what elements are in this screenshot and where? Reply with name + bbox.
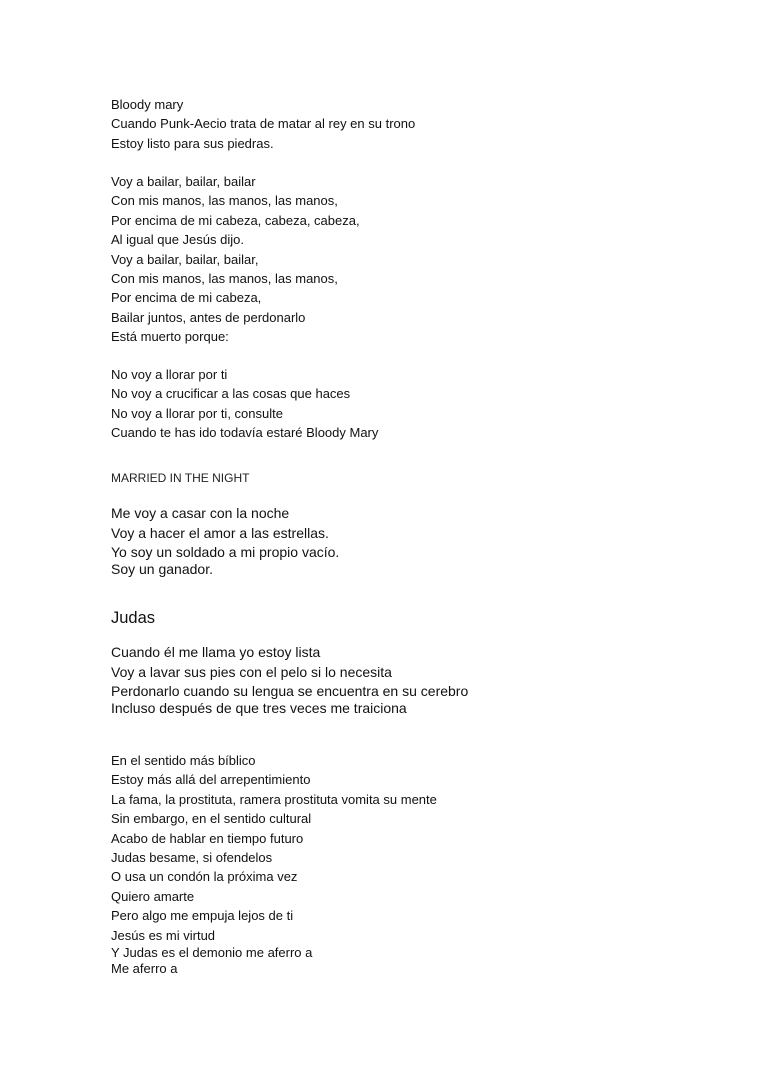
text-line: Está muerto porque: bbox=[111, 329, 229, 345]
text-line: Jesús es mi virtud bbox=[111, 927, 216, 943]
text-line: Con mis manos, las manos, las manos, bbox=[111, 193, 338, 209]
text-line: No voy a llorar por ti, consulte bbox=[111, 405, 283, 421]
text-line: Sin embargo, en el sentido cultural bbox=[111, 811, 312, 827]
text-line: Incluso después de que tres veces me traiciona bbox=[111, 699, 407, 716]
text-line: Voy a bailar, bailar, bailar, bbox=[111, 251, 259, 267]
text-line: Por encima de mi cabeza, cabeza, cabeza, bbox=[111, 212, 360, 228]
text-line: Cuando te has ido todavía estaré Bloody Mary bbox=[111, 425, 379, 441]
verse-bailar bbox=[111, 172, 360, 347]
text-line: La fama, la prostituta, ramera prostituta vomita su mente bbox=[111, 791, 437, 807]
text-line: Bloody mary bbox=[111, 97, 184, 112]
text-line: O usa un condón la próxima vez bbox=[111, 869, 298, 885]
heading-text: MARRIED IN THE NIGHT bbox=[111, 471, 250, 485]
text-line: Estoy listo para sus piedras. bbox=[111, 135, 274, 151]
text-line: Voy a hacer el amor a las estrellas. bbox=[111, 524, 329, 541]
verse-bloody-mary-intro bbox=[111, 95, 415, 153]
text-line: Al igual que Jesús dijo. bbox=[111, 232, 244, 248]
text-line: Pero algo me empuja lejos de ti bbox=[111, 908, 294, 924]
text-line: Con mis manos, las manos, las manos, bbox=[111, 271, 338, 287]
verse-judas-2 bbox=[111, 751, 437, 977]
text-line: No voy a crucificar a las cosas que haces bbox=[111, 386, 351, 402]
verse-llorar bbox=[111, 365, 378, 443]
text-line: Acabo de hablar en tiempo futuro bbox=[111, 830, 304, 846]
song-heading-married-in-the-night bbox=[111, 470, 249, 486]
text-line: Voy a lavar sus pies con el pelo si lo necesita bbox=[111, 663, 392, 680]
text-line: Judas besame, si ofendelos bbox=[111, 850, 273, 866]
text-line: Cuando Punk-Aecio trata de matar al rey en su trono bbox=[111, 116, 416, 132]
text-line: Estoy más allá del arrepentimiento bbox=[111, 772, 311, 788]
text-line: Quiero amarte bbox=[111, 888, 195, 904]
text-line: Cuando él me llama yo estoy lista bbox=[111, 644, 321, 660]
verse-judas-1 bbox=[111, 643, 468, 717]
text-line: En el sentido más bíblico bbox=[111, 753, 256, 768]
text-line: Voy a bailar, bailar, bailar bbox=[111, 174, 256, 189]
song-heading-judas bbox=[111, 607, 155, 629]
text-line: Perdonarlo cuando su lengua se encuentra en su cerebro bbox=[111, 682, 469, 699]
text-line: Soy un ganador. bbox=[111, 560, 213, 577]
text-line: Me aferro a bbox=[111, 961, 178, 977]
text-line: Bailar juntos, antes de perdonarlo bbox=[111, 309, 306, 325]
verse-married-in-the-night bbox=[111, 504, 339, 578]
heading-text: Judas bbox=[111, 609, 156, 627]
text-line: Y Judas es el demonio me aferro a bbox=[111, 945, 313, 961]
text-line: No voy a llorar por ti bbox=[111, 367, 228, 382]
text-line: Por encima de mi cabeza, bbox=[111, 290, 262, 306]
text-line: Me voy a casar con la noche bbox=[111, 505, 290, 521]
text-line: Yo soy un soldado a mi propio vacío. bbox=[111, 543, 340, 560]
